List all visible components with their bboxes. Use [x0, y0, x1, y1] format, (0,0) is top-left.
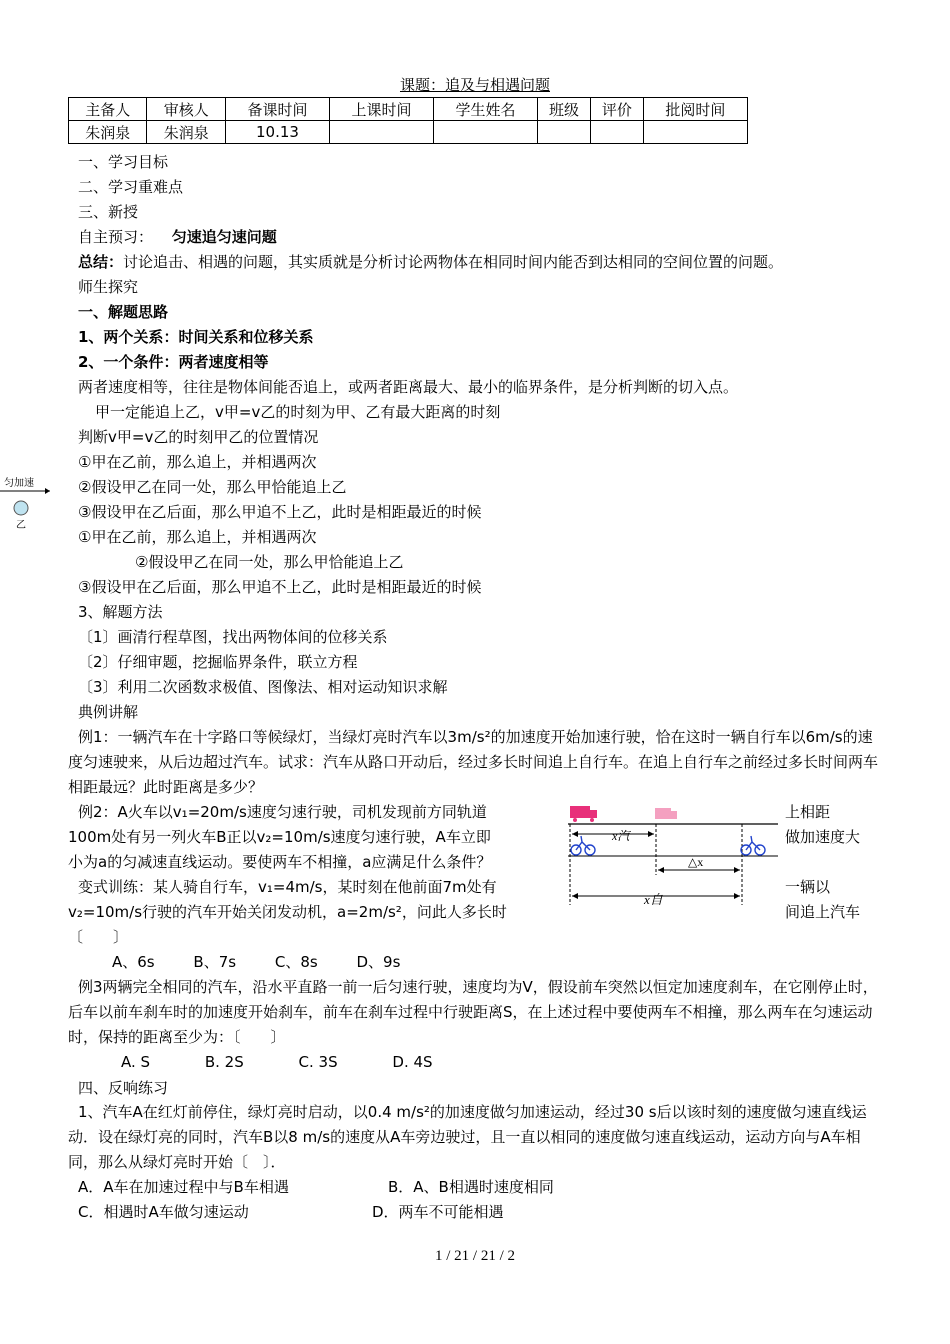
- table-cell: 主备人: [69, 98, 147, 121]
- section-heading: 四、反响练习: [78, 1079, 169, 1097]
- summary-label: 总结：: [78, 253, 124, 271]
- paragraph: ③假设甲在乙后面，那么甲追不上乙，此时是相距最近的时候: [78, 578, 482, 596]
- side-label-accel: 匀加速: [4, 478, 34, 489]
- option: C、8s: [274, 953, 318, 971]
- paragraph: 一、解题思路: [78, 303, 169, 321]
- paragraph: ③假设甲在乙后面，那么甲追不上乙，此时是相距最近的时候: [78, 503, 482, 521]
- option: D. 4S: [392, 1053, 433, 1071]
- paragraph: 〔2〕仔细审题，挖掘临界条件，联立方程: [78, 653, 358, 671]
- info-table: [68, 97, 748, 144]
- variant-bracket: 〔 〕: [68, 928, 129, 946]
- side-circle-icon: [14, 501, 28, 515]
- table-cell: 朱润泉: [147, 121, 225, 144]
- label-dx: △x: [688, 855, 704, 869]
- paragraph: ①甲在乙前，那么追上，并相遇两次: [78, 453, 317, 471]
- side-arrowhead: [45, 488, 50, 494]
- bicycle-icon: [571, 836, 595, 855]
- variant-options: [112, 950, 400, 975]
- label-x-bike: x自: [644, 892, 663, 907]
- example-2-right: [785, 800, 883, 850]
- option: A、6s: [112, 953, 155, 971]
- example-2-right-line: 上相距: [785, 803, 831, 821]
- page-footer: 1 / 21 / 21 / 2: [434, 1248, 515, 1264]
- paragraph: 典例讲解: [78, 703, 139, 721]
- practice-option: B．A、B相遇时速度相同: [388, 1178, 554, 1196]
- paragraph: 判断v甲=v乙的时刻甲乙的位置情况: [78, 428, 319, 446]
- paragraph: 甲一定能追上乙，v甲=v乙的时刻为甲、乙有最大距离的时刻: [95, 403, 501, 421]
- motion-diagram: [568, 800, 780, 912]
- table-cell: 备课时间: [225, 98, 329, 121]
- table-cell: 上课时间: [329, 98, 433, 121]
- option: D、9s: [356, 953, 401, 971]
- wheel-icon: [590, 818, 594, 822]
- table-row: [69, 121, 748, 144]
- variant-line: v₂=10m/s行驶的汽车开始关闭发动机，a=2m/s²，问此人多长时: [68, 903, 507, 921]
- option: B、7s: [193, 953, 237, 971]
- preview-label: 自主预习：: [78, 228, 154, 246]
- paragraph: 2、一个条件：两者速度相等: [78, 353, 269, 371]
- example-2-line: 小为a的匀减速直线运动。要使两车不相撞，a应满足什么条件？: [68, 853, 492, 871]
- table-cell: [329, 121, 433, 144]
- table-cell: [590, 121, 643, 144]
- variant-right-line: 一辆以: [785, 878, 831, 896]
- summary-text: 讨论追击、相遇的问题，其实质就是分析讨论两物体在相同时间内能否到达相同的空间位置的问题。: [123, 253, 784, 271]
- table-cell: 评价: [590, 98, 643, 121]
- example-2-line: 100m处有另一列火车B正以v₂=10m/s速度匀速行驶，A车立即: [68, 828, 491, 846]
- section-heading: 三、新授: [78, 203, 139, 221]
- preview-line: [78, 227, 277, 247]
- example-2-line: 例2：A火车以v₁=20m/s速度匀速行驶，司机发现前方同轨道: [78, 803, 487, 821]
- example-3: 例3两辆完全相同的汽车，沿水平直路一前一后匀速行驶，速度均为V，假设前车突然以恒定加速度刹车，在它刚停止时，后车以前车刹车时的加速度开始刹车，前车在刹车过程中行驶距离S，在上述过程中要使两车不相撞，那么两车在匀速运动时，保持的距离至少为：〔 〕: [68, 978, 878, 1046]
- paragraph: 师生探究: [78, 278, 139, 296]
- preview-topic: 匀速追匀速问题: [171, 228, 277, 246]
- variant-line: 变式训练：某人骑自行车，v₁=4m/s，某时刻在他前面7m处有: [78, 878, 497, 896]
- side-figure: [0, 488, 52, 532]
- side-label-b: 乙: [16, 520, 26, 531]
- option: C. 3S: [298, 1053, 338, 1071]
- bicycle-icon: [741, 836, 765, 855]
- table-cell: 批阅时间: [643, 98, 747, 121]
- paragraph: 〔1〕画清行程草图，找出两物体间的位移关系: [78, 628, 388, 646]
- option: B. 2S: [204, 1053, 244, 1071]
- car-a-cab-icon: [590, 810, 597, 818]
- option: A. S: [121, 1053, 151, 1071]
- label-x-car: x汽: [612, 829, 630, 843]
- practice-option: A．A车在加速过程中与B车相遇: [78, 1178, 289, 1196]
- variant-right-line: 间追上汽车: [785, 903, 861, 921]
- table-cell: 10.13: [225, 121, 329, 144]
- example-3-options: [121, 1050, 433, 1075]
- table-header-row: [69, 98, 748, 121]
- paragraph: 〔3〕利用二次函数求极值、图像法、相对运动知识求解: [78, 678, 448, 696]
- example-1: 例1：一辆汽车在十字路口等候绿灯，当绿灯亮时汽车以3m/s²的加速度开始加速行驶，恰在这时一辆自行车以6m/s的速度匀速驶来，从后边超过汽车。试求：汽车从路口开动后，经过多长时间追上自行车。在追上自行车之前经过多长时间两车相距最远？此时距离是多少？: [68, 728, 879, 796]
- car-b-cab-icon: [671, 811, 677, 819]
- table-cell: 班级: [538, 98, 591, 121]
- paragraph: ②假设甲乙在同一处，那么甲恰能追上乙: [78, 478, 347, 496]
- car-b-icon: [655, 808, 671, 819]
- table-cell: 审核人: [147, 98, 225, 121]
- table-cell: 朱润泉: [69, 121, 147, 144]
- table-cell: 学生姓名: [434, 98, 538, 121]
- paragraph: 1、两个关系：时间关系和位移关系: [78, 328, 314, 346]
- car-a-icon: [570, 806, 590, 818]
- variant-right: [785, 875, 883, 925]
- practice-option: D．两车不可能相遇: [372, 1203, 504, 1221]
- practice-1: 1、汽车A在红灯前停住，绿灯亮时启动，以0.4 m/s²的加速度做匀加速运动，经过30 s后以该时刻的速度做匀速直线运动．设在绿灯亮的同时，汽车B以8 m/s的速度从A车旁边驶过，且一直以相同的速度做匀速直线运动，运动方向与A车相同，那么从绿灯亮时开始〔 〕．: [68, 1103, 867, 1171]
- page-title: 课题：追及与相遇问题: [399, 76, 550, 94]
- paragraph: 3、解题方法: [78, 603, 163, 621]
- section-heading: 一、学习目标: [78, 153, 169, 171]
- table-cell: [538, 121, 591, 144]
- paragraph: ①甲在乙前，那么追上，并相遇两次: [78, 528, 317, 546]
- table-cell: [434, 121, 538, 144]
- paragraph: 两者速度相等，往往是物体间能否追上，或两者距离最大、最小的临界条件，是分析判断的切入点。: [78, 378, 739, 396]
- paragraph: ②假设甲乙在同一处，那么甲恰能追上乙: [135, 553, 404, 571]
- example-2-right-line: 做加速度大: [785, 828, 861, 846]
- table-cell: [643, 121, 747, 144]
- section-heading: 二、学习重难点: [78, 178, 184, 196]
- wheel-icon: [573, 818, 577, 822]
- summary-line: [78, 252, 783, 272]
- practice-option: C．相遇时A车做匀速运动: [78, 1203, 249, 1221]
